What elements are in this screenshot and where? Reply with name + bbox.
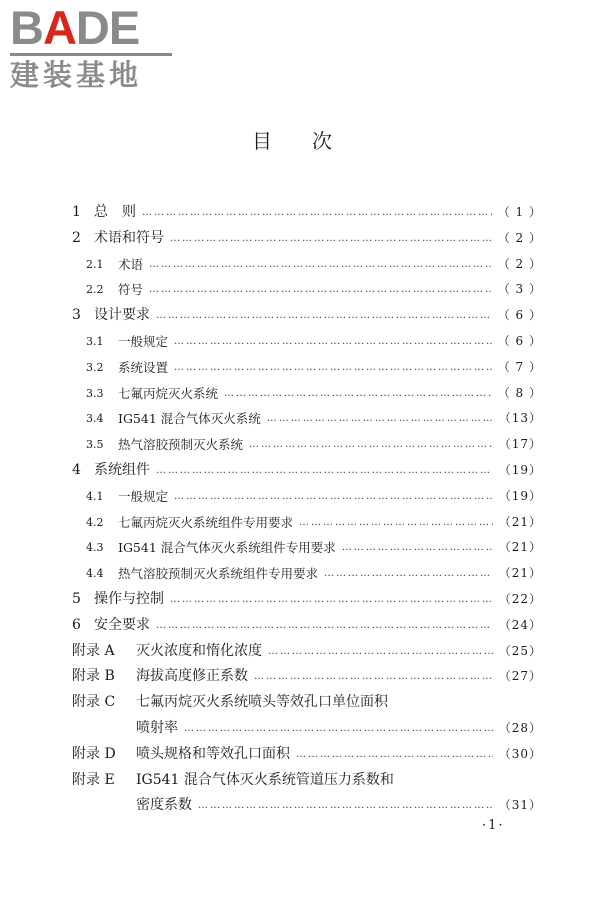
toc-appendix-entry[interactable]: 附录 D 喷头规格和等效孔口面积 ………………………………………………………………………………………………………………………………………… （30）	[72, 742, 542, 768]
table-of-contents	[72, 200, 542, 819]
toc-entry[interactable]: 2.1 术语 ………………………………………………………………………………………………………………………………………… （ 2 ）	[72, 252, 542, 278]
toc-entry[interactable]: 3 设计要求 ………………………………………………………………………………………………………………………………………… （ 6 ）	[72, 303, 542, 329]
toc-entry[interactable]: 4.1 一般规定 ………………………………………………………………………………………………………………………………………… （19）	[72, 484, 542, 510]
toc-entry[interactable]: 2 术语和符号 ………………………………………………………………………………………………………………………………………… （ 2 ）	[72, 226, 542, 252]
logo-wordmark: BADE	[10, 1, 140, 54]
toc-entry[interactable]: 3.3 七氟丙烷灭火系统 ………………………………………………………………………………………………………………………………………… （ 8 ）	[72, 381, 542, 407]
bade-logo	[10, 1, 190, 92]
logo-subtitle: 建装基地	[10, 58, 143, 92]
toc-entry[interactable]: 4 系统组件 ………………………………………………………………………………………………………………………………………… （19）	[72, 458, 542, 484]
toc-entry[interactable]: 4.4 热气溶胶预制灭火系统组件专用要求 ………………………………………………………………………………………………………………………………………… （21）	[72, 561, 542, 587]
toc-appendix-entry[interactable]: 附录 A 灭火浓度和惰化浓度 ………………………………………………………………………………………………………………………………………… （25）	[72, 639, 542, 665]
page-number: ·1·	[482, 818, 505, 833]
toc-appendix-entry[interactable]: 附录 C 七氟丙烷灭火系统喷头等效孔口单位面积 喷射率 ………………………………………………………………………………………………………………………………………… （28）	[72, 690, 542, 742]
toc-appendix-entry[interactable]: 附录 E IG541 混合气体灭火系统管道压力系数和 密度系数 ………………………………………………………………………………………………………………………………………… （31）	[72, 768, 542, 820]
toc-entry[interactable]: 3.5 热气溶胶预制灭火系统 ………………………………………………………………………………………………………………………………………… （17）	[72, 432, 542, 458]
toc-entry[interactable]: 4.3 IG541 混合气体灭火系统组件专用要求 ………………………………………………………………………………………………………………………………………… （21）	[72, 535, 542, 561]
toc-entry[interactable]: 1 总 则 ………………………………………………………………………………………………………………………………………… （ 1 ）	[72, 200, 542, 226]
toc-appendix-entry[interactable]: 附录 B 海拔高度修正系数 ………………………………………………………………………………………………………………………………………… （27）	[72, 664, 542, 690]
toc-entry[interactable]: 3.1 一般规定 ………………………………………………………………………………………………………………………………………… （ 6 ）	[72, 329, 542, 355]
toc-entry[interactable]: 6 安全要求 ………………………………………………………………………………………………………………………………………… （24）	[72, 613, 542, 639]
toc-entry[interactable]: 3.2 系统设置 ………………………………………………………………………………………………………………………………………… （ 7 ）	[72, 355, 542, 381]
toc-entry[interactable]: 5 操作与控制 ………………………………………………………………………………………………………………………………………… （22）	[72, 587, 542, 613]
toc-entry[interactable]: 3.4 IG541 混合气体灭火系统 ………………………………………………………………………………………………………………………………………… （13）	[72, 406, 542, 432]
toc-entry[interactable]: 2.2 符号 ………………………………………………………………………………………………………………………………………… （ 3 ）	[72, 277, 542, 303]
page-title: 目次	[252, 129, 372, 153]
toc-entry[interactable]: 4.2 七氟丙烷灭火系统组件专用要求 ………………………………………………………………………………………………………………………………………… （21）	[72, 510, 542, 536]
